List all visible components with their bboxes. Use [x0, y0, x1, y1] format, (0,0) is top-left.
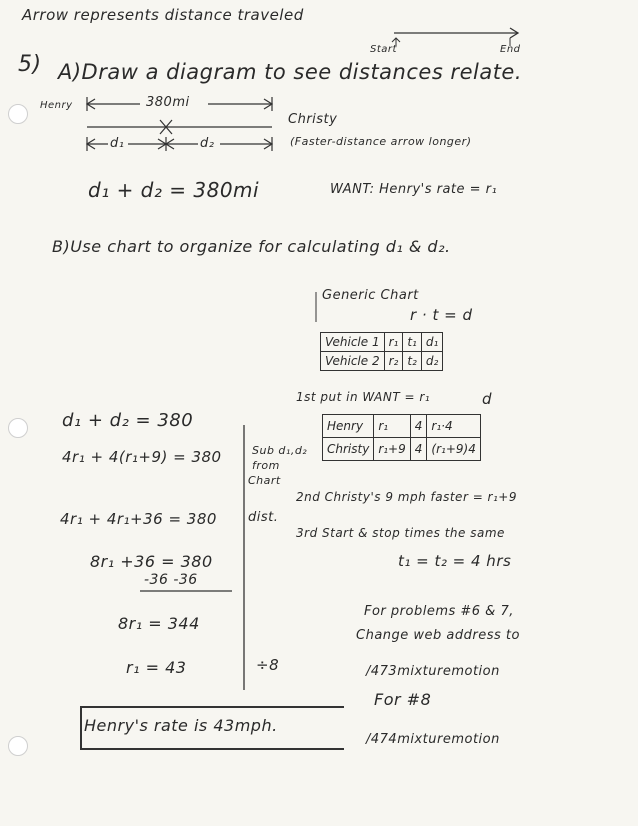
d1-label: d₁	[110, 136, 125, 151]
table-row	[323, 438, 481, 461]
reference-line-2: Change web address to	[356, 628, 520, 643]
reference-line-1: For problems #6 & 7,	[364, 604, 514, 619]
part-b-title: B)Use chart to organize for calculating d₁ & d₂.	[52, 237, 451, 256]
specific-chart-d-header: d	[482, 390, 493, 408]
table-cell: r₁	[374, 415, 410, 438]
start-label: Start	[370, 44, 397, 55]
work-line-3: 4r₁ + 4r₁+36 = 380	[60, 510, 217, 528]
distance-equation: d₁ + d₂ = 380mi	[88, 178, 260, 202]
arrow-legend-note: Arrow represents distance traveled	[22, 6, 304, 24]
end-label: End	[500, 44, 521, 55]
table-cell: Christy	[323, 438, 374, 461]
total-distance-label: 380mi	[146, 95, 190, 110]
christy-note: (Faster-distance arrow longer)	[290, 135, 472, 148]
table-cell: Vehicle 2	[321, 352, 385, 371]
second-note: 2nd Christy's 9 mph faster = r₁+9	[296, 490, 517, 504]
work-line-5: -36 -36	[144, 572, 198, 588]
want-statement: WANT: Henry's rate = r₁	[330, 182, 498, 197]
d2-label: d₂	[200, 136, 215, 151]
table-cell: 4	[410, 415, 427, 438]
table-cell: r₂	[384, 352, 403, 371]
note-from: from	[252, 459, 280, 472]
note-chart: Chart	[248, 474, 281, 487]
reference-line-3: /473mixturemotion	[366, 664, 500, 679]
note-dist: dist.	[248, 510, 279, 525]
generic-chart-table	[320, 332, 443, 371]
table-row	[323, 415, 481, 438]
times-equation: t₁ = t₂ = 4 hrs	[398, 552, 512, 570]
table-cell: d₂	[421, 352, 442, 371]
part-a-title: A)Draw a diagram to see distances relate.	[58, 60, 523, 84]
table-cell: Vehicle 1	[321, 333, 385, 352]
final-answer: Henry's rate is 43mph.	[84, 716, 278, 735]
problem-number: 5)	[18, 52, 42, 77]
reference-line-5: /474mixturemotion	[366, 732, 500, 747]
work-line-6: 8r₁ = 344	[118, 614, 200, 633]
table-cell: t₂	[403, 352, 422, 371]
specific-chart-table	[322, 414, 481, 461]
table-cell: r₁	[384, 333, 403, 352]
table-cell: 4	[410, 438, 427, 461]
work-line-7: r₁ = 43	[126, 658, 187, 677]
table-row	[321, 352, 443, 371]
table-cell: t₁	[403, 333, 422, 352]
specific-chart-caption: 1st put in WANT = r₁	[296, 390, 431, 404]
table-cell: (r₁+9)4	[427, 438, 480, 461]
work-line-1: d₁ + d₂ = 380	[62, 410, 194, 431]
third-note: 3rd Start & stop times the same	[296, 526, 505, 540]
table-row	[321, 333, 443, 352]
note-sub: Sub d₁,d₂	[252, 444, 308, 457]
generic-chart-header: r · t = d	[410, 306, 473, 324]
table-cell: r₁+9	[374, 438, 410, 461]
note-divide: ÷8	[256, 656, 280, 674]
reference-line-4: For #8	[374, 690, 432, 709]
work-line-2: 4r₁ + 4(r₁+9) = 380	[62, 448, 222, 466]
work-line-4: 8r₁ +36 = 380	[90, 552, 213, 571]
table-cell: r₁·4	[427, 415, 480, 438]
generic-chart-title: Generic Chart	[322, 288, 419, 303]
henry-label: Henry	[40, 100, 73, 111]
table-cell: Henry	[323, 415, 374, 438]
christy-label: Christy	[288, 112, 338, 127]
table-cell: d₁	[421, 333, 442, 352]
